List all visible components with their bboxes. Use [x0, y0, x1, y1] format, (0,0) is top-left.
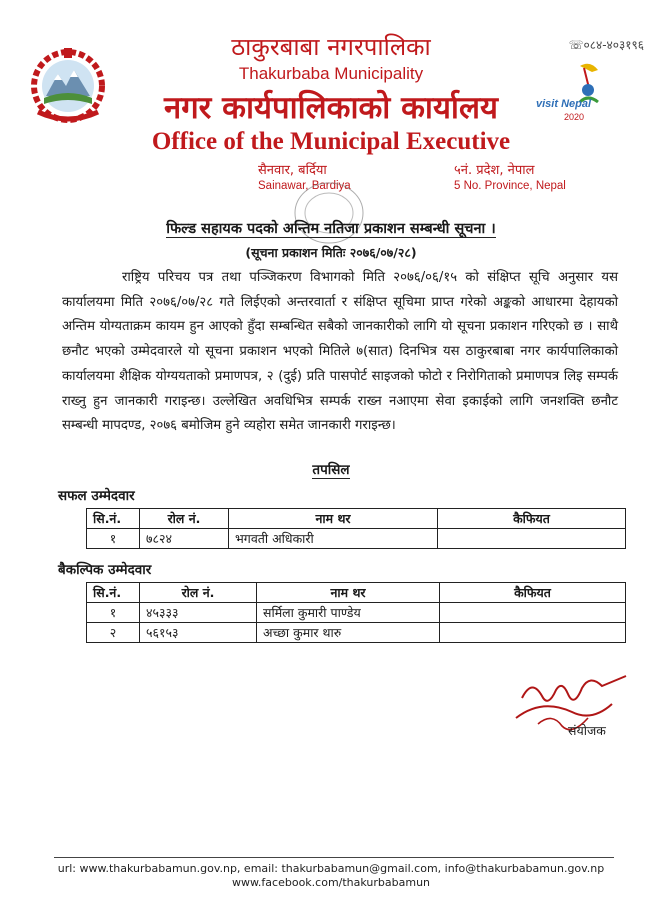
- notice-body: राष्ट्रिय परिचय पत्र तथा पञ्जिकरण विभागको मिति २०७६/०६/१५ को संक्षिप्त सूचि अनुसार यस कार्यालयमा मिति २०७६/०७/२८ गते लिईएको अन्तरवार्ता र संक्षिप्त सूचिमा प्राप्त गरेको अङ्कको आधारमा देहायको अन्तिम योग्यताक्रम कायम हुन आएको हुँदा सम्बन्धित सबैको जानकारीको लागि यो सूचना प्रकाशन गरिएको छ । साथै छनौट भएको उम्मेदवारले यो सूचना प्रकाशन भएको मितिले ७(सात) दिनभित्र यस ठाकुरबाबा नगर कार्यपालिकाको कार्यालयमा शैक्षिक योग्ययताको प्रमाणपत्र, २ (दुई) प्रति पासपोर्ट साइजको फोटो र निरोगिताको प्रमाणपत्र लिइ सम्पर्क राख्नु हुन जानकारी गराइन्छ। उल्लेखित अवधिभित्र सम्पर्क राख्न नआएमा सेवा इकाईको लागि जनशक्ति छनौट सम्बन्धी मापदण्ड, २०७६ बमोजिम हुने व्यहोरा समेत जानकारी गराइन्छ।: [62, 270, 618, 434]
- col-remark: कैफियत: [438, 509, 626, 529]
- visit-nepal-logo: [532, 62, 612, 128]
- cell-roll: ५६१५३: [140, 623, 257, 643]
- publication-date: (सूचना प्रकाशन मितिः २०७६/०७/२८): [245, 245, 417, 260]
- cell-sn: १: [87, 529, 140, 549]
- col-roll: रोल नं.: [140, 509, 229, 529]
- notice-subject: [0, 218, 662, 238]
- details-heading-text: तपसिल: [312, 462, 350, 478]
- visit-nepal-year: 2020: [564, 112, 585, 122]
- cell-name: अच्छा कुमार थारु: [257, 623, 440, 643]
- footer-facebook: www.facebook.com/thakurbabamun: [231, 876, 431, 889]
- address-right-en: 5 No. Province, Nepal: [454, 180, 566, 192]
- successful-table: [86, 508, 626, 549]
- footer: [0, 862, 662, 890]
- cell-roll: ७८२४: [140, 529, 229, 549]
- office-name-en: Office of the Municipal Executive: [151, 128, 511, 155]
- phone-number: ☏०८४-४०३१९६: [568, 38, 644, 52]
- office-name-np: नगर कार्यपालिकाको कार्यालय: [164, 90, 498, 126]
- visit-nepal-text: visit Nepal: [536, 98, 592, 110]
- cell-sn: १: [87, 603, 140, 623]
- successful-heading: सफल उम्मेदवार: [58, 488, 135, 504]
- col-roll: रोल नं.: [140, 583, 257, 603]
- cell-name: सर्मिला कुमारी पाण्डेय: [257, 603, 440, 623]
- address-left-np: सैनवार, बर्दिया: [258, 163, 327, 178]
- cell-name: भगवती अधिकारी: [229, 529, 438, 549]
- alternate-table: [86, 582, 626, 643]
- table-row: [87, 623, 626, 643]
- municipality-name-np: ठाकुरबाबा नगरपालिका: [231, 33, 431, 61]
- cell-remark: [440, 623, 626, 643]
- municipality-name-en: Thakurbaba Municipality: [238, 64, 424, 83]
- alternate-heading: बैकल्पिक उम्मेदवार: [58, 562, 152, 578]
- signature-icon: [502, 668, 632, 738]
- cell-roll: ४५३३३: [140, 603, 257, 623]
- cell-remark: [438, 529, 626, 549]
- col-sn: सि.नं.: [87, 583, 140, 603]
- table-header-row: [87, 509, 626, 529]
- address-right-np: ५नं. प्रदेश, नेपाल: [454, 163, 535, 178]
- footer-contact: url: www.thakurbabamun.gov.np, email: thakurbabamun@gmail.com, info@thakurbabamun.gov.np: [57, 862, 605, 875]
- col-name: नाम थर: [229, 509, 438, 529]
- notice-subject-text: फिल्ड सहायक पदको अन्तिम नतिजा प्रकाशन सम्बन्धी सूचना ।: [166, 221, 496, 237]
- footer-divider: [54, 857, 614, 858]
- col-name: नाम थर: [257, 583, 440, 603]
- address-left-en: Sainawar, Bardiya: [258, 180, 351, 192]
- details-heading: [0, 460, 662, 478]
- signatory-title: संयोजक: [568, 723, 606, 738]
- cell-sn: २: [87, 623, 140, 643]
- col-sn: सि.नं.: [87, 509, 140, 529]
- table-row: [87, 603, 626, 623]
- col-remark: कैफियत: [440, 583, 626, 603]
- table-header-row: [87, 583, 626, 603]
- table-row: [87, 529, 626, 549]
- cell-remark: [440, 603, 626, 623]
